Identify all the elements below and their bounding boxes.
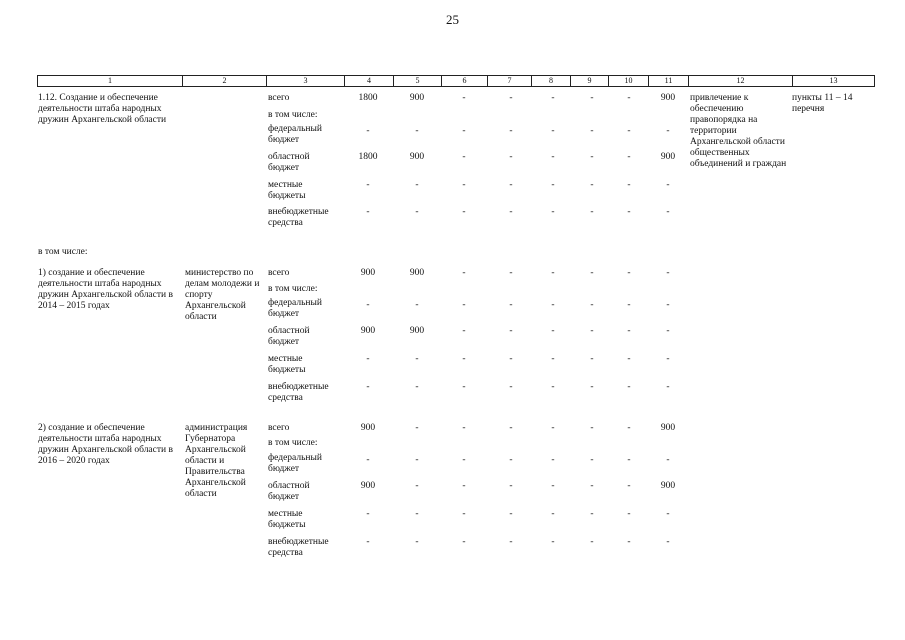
s2-local-col11: - [666, 354, 670, 364]
s2-total-col4: 900 [360, 268, 376, 278]
s1-total-col8: - [551, 93, 555, 103]
s1-row-federal-label: федеральный бюджет [268, 124, 322, 145]
s1-total-col6: - [462, 93, 466, 103]
s3-regional-col5: - [415, 481, 419, 491]
s1-federal-col9: - [590, 126, 594, 136]
s3-local-col5: - [415, 509, 419, 519]
s3-federal-col11: - [666, 455, 670, 465]
s1-regional-col10: - [627, 152, 631, 162]
s1-row-local-label: местные бюджеты [268, 180, 306, 201]
s1-extra-col8: - [551, 207, 555, 217]
s2-extra-col9: - [590, 382, 594, 392]
s1-local-col7: - [509, 180, 513, 190]
s2-regional-col8: - [551, 326, 555, 336]
s2-row-federal-label: федеральный бюджет [268, 298, 322, 319]
s1-regional-col6: - [462, 152, 466, 162]
s3-local-col6: - [462, 509, 466, 519]
s3-row-extra-label: внебюджетные средства [268, 537, 329, 558]
s3-row-total-label: всего [268, 423, 290, 433]
s3-regional-col4: 900 [360, 481, 376, 491]
s3-total-col8: - [551, 423, 555, 433]
s2-federal-col6: - [462, 300, 466, 310]
s1-extra-col6: - [462, 207, 466, 217]
s3-federal-col8: - [551, 455, 555, 465]
s2-local-col10: - [627, 354, 631, 364]
s2-federal-col10: - [627, 300, 631, 310]
s2-regional-col6: - [462, 326, 466, 336]
section-2-name: 1) создание и обеспечение деятельности штаба народных дружин Архангельской области в 2014 – 2015 годах [38, 268, 173, 311]
header-col-11: 11 [648, 76, 688, 86]
s1-local-col6: - [462, 180, 466, 190]
s2-total-col10: - [627, 268, 631, 278]
header-col-9: 9 [570, 76, 608, 86]
s1-row-extra-label: внебюджетные средства [268, 207, 329, 228]
s2-total-col8: - [551, 268, 555, 278]
including-label: в том числе: [38, 247, 88, 257]
s2-regional-col10: - [627, 326, 631, 336]
header-col-7: 7 [487, 76, 531, 86]
s3-row-regional-label: областной бюджет [268, 481, 310, 502]
s1-total-col5: 900 [409, 93, 425, 103]
s3-local-col7: - [509, 509, 513, 519]
s2-extra-col6: - [462, 382, 466, 392]
header-col-4: 4 [344, 76, 393, 86]
s2-federal-col7: - [509, 300, 513, 310]
s2-regional-col5: 900 [409, 326, 425, 336]
header-col-10: 10 [608, 76, 648, 86]
s2-federal-col8: - [551, 300, 555, 310]
s3-federal-col9: - [590, 455, 594, 465]
s2-extra-col11: - [666, 382, 670, 392]
s3-local-col11: - [666, 509, 670, 519]
s1-total-col10: - [627, 93, 631, 103]
section-1-result: привлечение к обеспечению правопорядка на территории Архангельской области общественных объединений и граждан [690, 93, 787, 169]
section-3-executor: администрация Губернатора Архангельской области и Правительства Архангельской области [185, 423, 248, 499]
s2-row-regional-label: областной бюджет [268, 326, 310, 347]
s1-federal-col4: - [366, 126, 370, 136]
s2-row-incl-label: в том числе: [268, 284, 318, 294]
header-col-13: 13 [792, 76, 874, 86]
s2-regional-col11: - [666, 326, 670, 336]
s2-total-col7: - [509, 268, 513, 278]
header-col-5: 5 [393, 76, 441, 86]
s1-regional-col4: 1800 [358, 152, 378, 162]
s3-row-incl-label: в том числе: [268, 438, 318, 448]
s2-local-col4: - [366, 354, 370, 364]
s3-regional-col6: - [462, 481, 466, 491]
s3-local-col9: - [590, 509, 594, 519]
s2-local-col8: - [551, 354, 555, 364]
header-col-1: 1 [108, 76, 112, 85]
s2-total-col5: 900 [409, 268, 425, 278]
s3-regional-col7: - [509, 481, 513, 491]
s1-total-col4: 1800 [358, 93, 378, 103]
s3-extra-col7: - [509, 537, 513, 547]
s2-total-col11: - [666, 268, 670, 278]
s1-extra-col5: - [415, 207, 419, 217]
s3-extra-col4: - [366, 537, 370, 547]
s1-total-col9: - [590, 93, 594, 103]
page-number: 25 [446, 12, 459, 27]
header-col-2: 2 [182, 76, 266, 86]
s3-federal-col7: - [509, 455, 513, 465]
s3-extra-col5: - [415, 537, 419, 547]
s2-row-extra-label: внебюджетные средства [268, 382, 329, 403]
s2-local-col6: - [462, 354, 466, 364]
s1-local-col5: - [415, 180, 419, 190]
s1-extra-col7: - [509, 207, 513, 217]
s1-federal-col6: - [462, 126, 466, 136]
s1-regional-col9: - [590, 152, 594, 162]
s3-regional-col10: - [627, 481, 631, 491]
s1-federal-col10: - [627, 126, 631, 136]
s3-local-col8: - [551, 509, 555, 519]
header-col-3: 3 [266, 76, 344, 86]
section-1-name: 1.12. Создание и обеспечение деятельности штаба народных дружин Архангельской области [38, 93, 167, 125]
header-col-12: 12 [688, 76, 792, 86]
s2-federal-col9: - [590, 300, 594, 310]
s2-extra-col10: - [627, 382, 631, 392]
s1-federal-col11: - [666, 126, 670, 136]
s3-federal-col4: - [366, 455, 370, 465]
s3-extra-col6: - [462, 537, 466, 547]
header-col-6: 6 [441, 76, 487, 86]
s2-federal-col5: - [415, 300, 419, 310]
s2-regional-col4: 900 [360, 326, 376, 336]
s3-total-col6: - [462, 423, 466, 433]
s3-extra-col10: - [627, 537, 631, 547]
s2-total-col6: - [462, 268, 466, 278]
s3-extra-col8: - [551, 537, 555, 547]
s2-extra-col7: - [509, 382, 513, 392]
s3-total-col10: - [627, 423, 631, 433]
s1-extra-col4: - [366, 207, 370, 217]
s3-total-col7: - [509, 423, 513, 433]
s1-extra-col11: - [666, 207, 670, 217]
s3-total-col11: 900 [660, 423, 676, 433]
s2-extra-col8: - [551, 382, 555, 392]
s2-regional-col9: - [590, 326, 594, 336]
s1-regional-col11: 900 [660, 152, 676, 162]
s3-regional-col11: 900 [660, 481, 676, 491]
s1-local-col8: - [551, 180, 555, 190]
s3-row-local-label: местные бюджеты [268, 509, 306, 530]
s3-extra-col9: - [590, 537, 594, 547]
s1-row-regional-label: областной бюджет [268, 152, 310, 173]
s1-local-col11: - [666, 180, 670, 190]
s3-extra-col11: - [666, 537, 670, 547]
s1-regional-col8: - [551, 152, 555, 162]
s1-row-total-label: всего [268, 93, 290, 103]
s3-regional-col9: - [590, 481, 594, 491]
section-1-ref: пункты 11 – 14 перечня [792, 93, 853, 114]
section-3-name: 2) создание и обеспечение деятельности штаба народных дружин Архангельской области в 2016 – 2020 годах [38, 423, 173, 466]
s3-total-col5: - [415, 423, 419, 433]
s3-local-col4: - [366, 509, 370, 519]
s2-row-total-label: всего [268, 268, 290, 278]
s1-local-col4: - [366, 180, 370, 190]
s1-total-col11: 900 [660, 93, 676, 103]
s1-extra-col9: - [590, 207, 594, 217]
s1-regional-col7: - [509, 152, 513, 162]
s3-local-col10: - [627, 509, 631, 519]
s1-federal-col7: - [509, 126, 513, 136]
table-header-row [37, 75, 875, 87]
s2-local-col7: - [509, 354, 513, 364]
s2-local-col5: - [415, 354, 419, 364]
section-2-executor: министерство по делам молодежи и спорту Архангельской области [185, 268, 260, 322]
s3-federal-col10: - [627, 455, 631, 465]
s3-row-federal-label: федеральный бюджет [268, 453, 322, 474]
s1-total-col7: - [509, 93, 513, 103]
s2-extra-col5: - [415, 382, 419, 392]
s3-regional-col8: - [551, 481, 555, 491]
header-col-8: 8 [531, 76, 570, 86]
s3-federal-col6: - [462, 455, 466, 465]
s2-row-local-label: местные бюджеты [268, 354, 306, 375]
s3-total-col4: 900 [360, 423, 376, 433]
s3-federal-col5: - [415, 455, 419, 465]
s1-extra-col10: - [627, 207, 631, 217]
s2-extra-col4: - [366, 382, 370, 392]
s2-regional-col7: - [509, 326, 513, 336]
s2-total-col9: - [590, 268, 594, 278]
s3-total-col9: - [590, 423, 594, 433]
s1-local-col10: - [627, 180, 631, 190]
s1-regional-col5: 900 [409, 152, 425, 162]
s1-federal-col8: - [551, 126, 555, 136]
s1-federal-col5: - [415, 126, 419, 136]
s1-row-incl-label: в том числе: [268, 110, 318, 120]
s2-federal-col4: - [366, 300, 370, 310]
s1-local-col9: - [590, 180, 594, 190]
s2-federal-col11: - [666, 300, 670, 310]
s2-local-col9: - [590, 354, 594, 364]
